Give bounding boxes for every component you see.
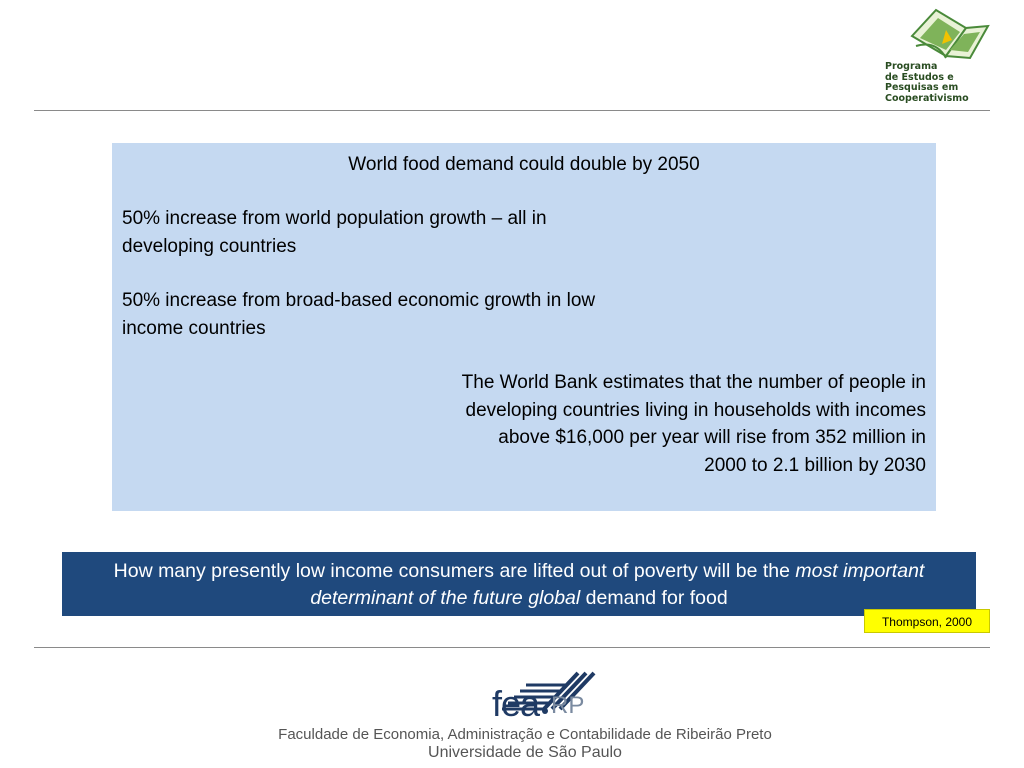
program-logo: [880, 6, 990, 110]
fea-logo-rp: RP: [551, 692, 585, 719]
university-name: Universidade de São Paulo: [428, 744, 622, 761]
headline: World food demand could double by 2050: [348, 154, 700, 175]
economic-growth-text: 50% increase from broad-based economic growth in low income countries: [122, 290, 596, 339]
institution-name: Faculdade de Economia, Administração e Contabilidade de Ribeirão Preto: [278, 726, 772, 743]
program-logo-text: Programa de Estudos e Pesquisas em Cooperativismo: [885, 61, 969, 104]
population-growth-text: 50% increase from world population growth – all in developing countries: [122, 208, 547, 257]
top-divider: [34, 110, 990, 111]
conclusion-banner: [62, 552, 976, 616]
open-book-icon: [906, 6, 990, 64]
banner-text-end: demand for food: [580, 587, 728, 609]
banner-text-italic: most important determinant of the future global: [310, 560, 925, 609]
fea-logo-dot: [542, 708, 548, 714]
world-bank-estimate-text: The World Bank estimates that the number of people in developing countries living in households with incomes above $16,000 per year will rise from 352 million in 2000 to 2.1 billion by 2030: [461, 372, 926, 476]
content-box: [112, 143, 936, 511]
banner-text-start: How many presently low income consumers are lifted out of poverty will be the: [113, 560, 796, 582]
fea-logo-word: fea: [492, 683, 540, 724]
bottom-divider: [34, 647, 990, 648]
citation-badge: Thompson, 2000: [864, 609, 990, 633]
